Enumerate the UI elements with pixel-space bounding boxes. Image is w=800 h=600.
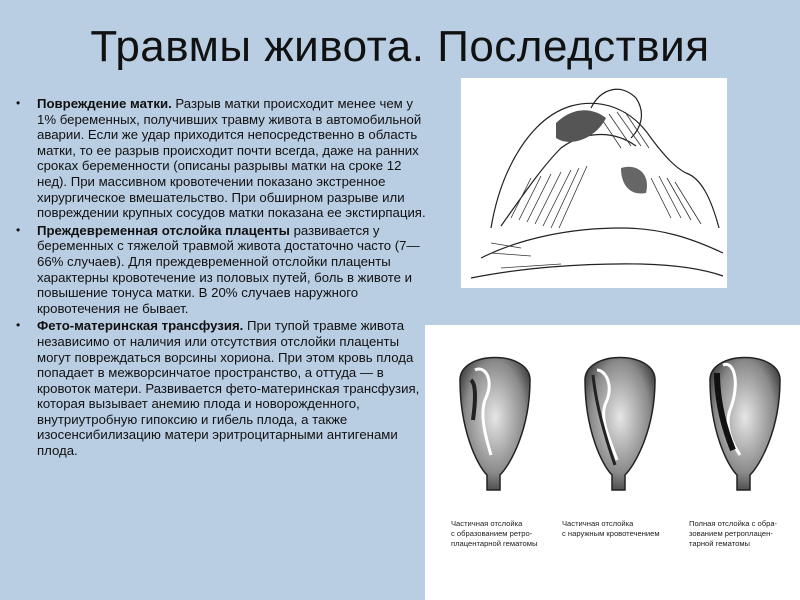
uterus-diagram-1 [460, 358, 530, 491]
bullet-text: При тупой травме живота независимо от наличия или отсутствия отслойки плаценты могут повреждаться ворсины хориона. При этом кровь плода попадает в межворсинчатое пространство, а оттуда — в кровоток матери. Развивается фето-материнская трансфузия, которая вызывает анемию плода и новорожденного, внутриутробную гипоксию и гибель плода, а также изосенсибилизацию матери эритроцитарными антигенами плода. [37, 318, 420, 459]
caption-partial-external: Частичная отслойка с наружным кровотечением [562, 519, 660, 538]
bullet-marker: • [16, 96, 21, 110]
bullet-marker: • [16, 222, 21, 237]
slide-title: Травмы живота. Последствия [90, 22, 710, 71]
bullet-text: развивается у беременных с тяжелой травмой живота достаточно часто (7—66% случаев). Для преждевременной отслойки плаценты характерны кровотечение из половых путей, боль в животе и повышение тонуса матки. В 20% случаев наружного кровотечения не бывает. [37, 222, 420, 316]
bullet-uterus-damage [10, 96, 432, 221]
caption-partial-retroplacental: Частичная отслойка с образованием ретро- плацентарной гематомы [451, 519, 538, 548]
bullet-heading: Повреждение матки. [37, 96, 172, 111]
bullet-text: Разрыв матки происходит менее чем у 1% беременных, получивших травму живота в автомобильной аварии. Если же удар приходится непосредственно в область матки, то ее разрыв происходит почти всегда, даже на ранних сроках беременности (описаны разрывы матки на сроке 12 нед). При массивном кровотечении показано экстренное хирургическое вмешательство. При обширном разрыве или повреждении крупных сосудов матки показана ее экстирпация. [37, 96, 426, 221]
bullet-placental-abruption [10, 223, 432, 317]
bullet-heading: Преждевременная отслойка плаценты [37, 222, 290, 238]
bullet-marker: • [16, 318, 21, 333]
bullet-heading: Фето-материнская трансфузия. [37, 318, 244, 334]
caption-complete-retroplacental: Полная отслойка с обра- зованием ретроплацен- тарной гематомы [689, 519, 778, 548]
uterus-rupture-illustration [461, 78, 727, 288]
placental-abruption-illustration [425, 325, 800, 600]
uterus-diagram-2 [585, 358, 655, 491]
uterus-diagram-3 [710, 358, 780, 491]
bullet-fetomaternal-transfusion [10, 318, 432, 458]
body-text [10, 96, 432, 461]
